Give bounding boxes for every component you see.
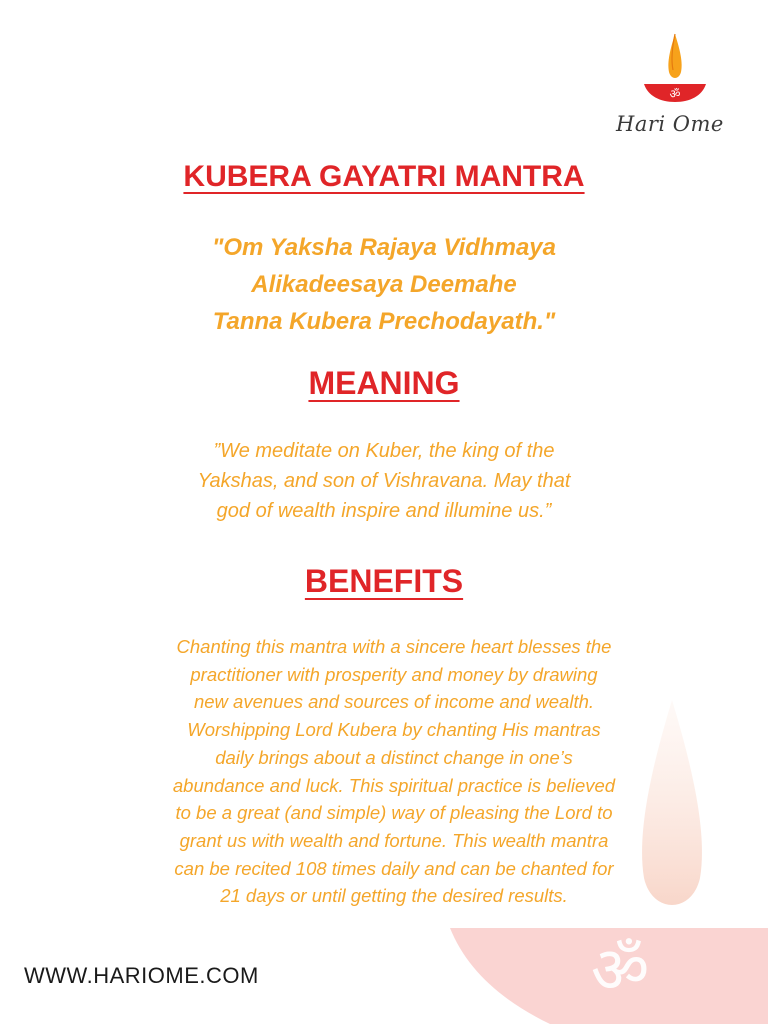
benefits-line: 21 days or until getting the desired results. bbox=[220, 885, 568, 907]
benefits-line: grant us with wealth and fortune. This wealth mantra bbox=[179, 829, 609, 851]
hari-ome-logo bbox=[610, 30, 740, 140]
benefits-line: Chanting this mantra with a sincere heart blesses the bbox=[176, 636, 612, 657]
logo-text: Hari Ome bbox=[616, 112, 724, 136]
meaning-line: god of wealth inspire and illumine us.” bbox=[216, 500, 552, 522]
meaning-text bbox=[0, 436, 768, 526]
benefits-line: abundance and luck. This spiritual practice is believed bbox=[172, 774, 616, 796]
mantra-line: "Om Yaksha Rajaya Vidhmaya bbox=[211, 234, 556, 261]
benefits-text bbox=[0, 633, 768, 910]
om-watermark-symbol: ॐ bbox=[590, 934, 650, 1008]
benefits-line: new avenues and sources of income and wealth. bbox=[193, 691, 595, 713]
benefits-line: can be recited 108 times daily and can be chanted for bbox=[174, 857, 614, 879]
mantra-line: Alikadeesaya Deemahe bbox=[251, 271, 517, 298]
benefits-heading: BENEFITS bbox=[304, 563, 464, 599]
meaning-line: ”We meditate on Kuber, the king of the bbox=[213, 440, 555, 462]
meaning-heading: MEANING bbox=[308, 365, 460, 401]
benefits-line: Worshipping Lord Kubera by chanting His mantras bbox=[187, 719, 601, 741]
benefits-line: to be a great (and simple) way of pleasing the Lord to bbox=[175, 802, 613, 824]
benefits-line: daily brings about a distinct change in one’s bbox=[215, 746, 573, 768]
page-title: KUBERA GAYATRI MANTRA bbox=[183, 160, 585, 193]
benefits-line: practitioner with prosperity and money by drawing bbox=[190, 663, 598, 685]
mantra-text bbox=[0, 229, 768, 340]
om-symbol: ॐ bbox=[669, 87, 681, 101]
website-url: WWW.HARIOME.COM bbox=[24, 963, 259, 988]
diya-lamp-icon bbox=[640, 30, 710, 110]
mantra-line: Tanna Kubera Prechodayath." bbox=[212, 308, 556, 335]
meaning-line: Yakshas, and son of Vishravana. May that bbox=[197, 470, 571, 492]
